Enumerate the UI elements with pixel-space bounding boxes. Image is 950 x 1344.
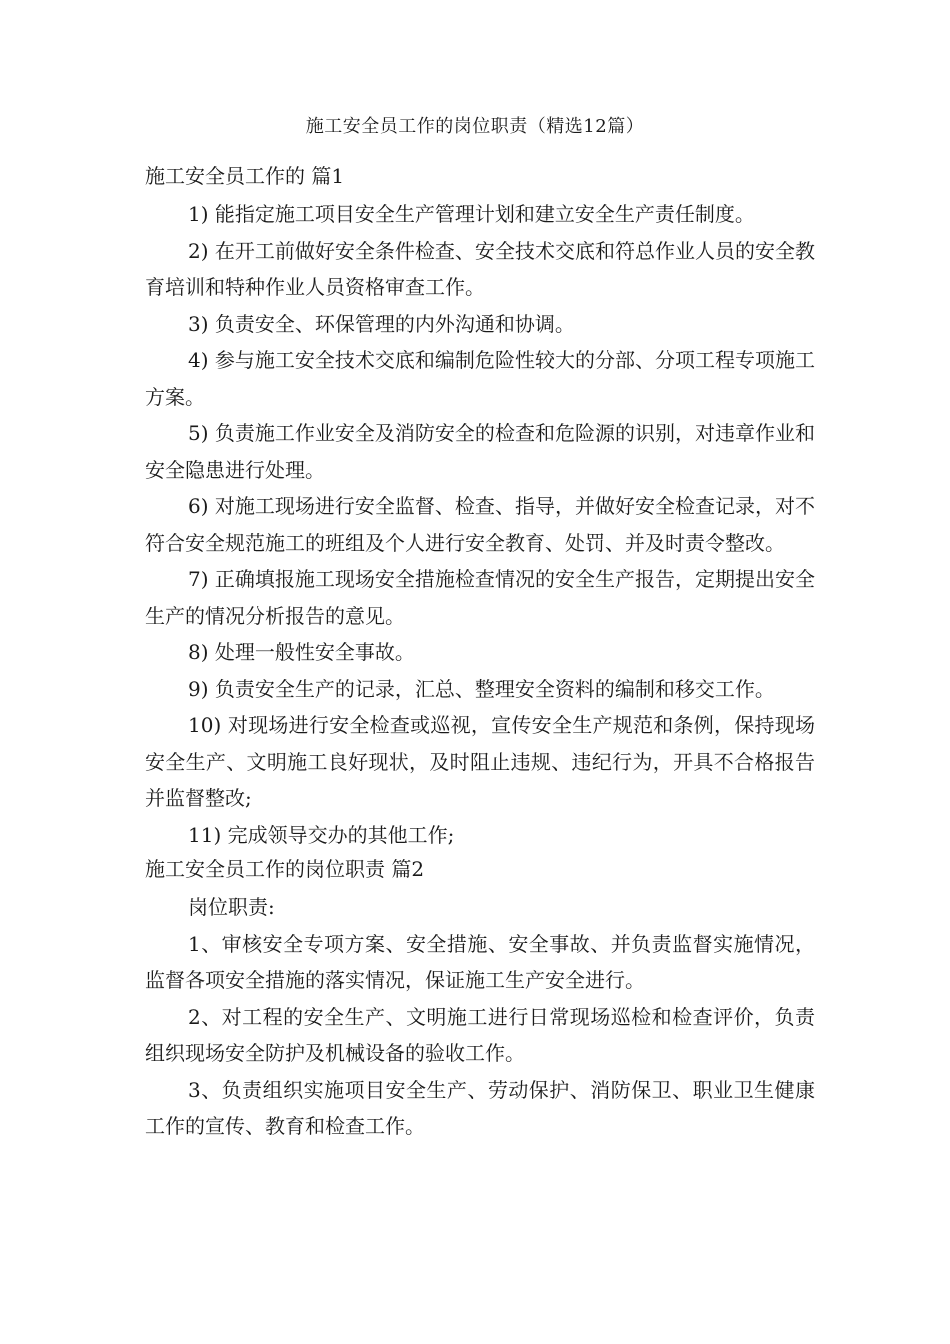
paragraph: 8) 处理一般性安全事故。 (188, 640, 415, 664)
section-heading: 施工安全员工作的 篇1 (145, 164, 345, 188)
paragraph: 6) 对施工现场进行安全监督、检查、指导，并做好安全检查记录，对不符合安全规范施工的班组及个人进行安全教育、处罚、并及时责令整改。 (145, 494, 815, 555)
section-heading: 施工安全员工作的岗位职责 篇2 (145, 857, 425, 881)
paragraph: 1) 能指定施工项目安全生产管理计划和建立安全生产责任制度。 (188, 202, 755, 226)
paragraph: 3) 负责安全、环保管理的内外沟通和协调。 (188, 311, 575, 336)
paragraph: 7) 正确填报施工现场安全措施检查情况的安全生产报告，定期提出安全生产的情况分析报告的意见。 (145, 567, 815, 628)
document-body (145, 160, 815, 1145)
paragraph: 11) 完成领导交办的其他工作; (188, 822, 455, 847)
paragraph: 1、审核安全专项方案、安全措施、安全事故、并负责监督实施情况，监督各项安全措施的落实情况，保证施工生产安全进行。 (145, 931, 815, 992)
paragraph: 2、对工程的安全生产、文明施工进行日常现场巡检和检查评价，负责组织现场安全防护及机械设备的验收工作。 (145, 1004, 815, 1065)
paragraph: 2) 在开工前做好安全条件检查、安全技术交底和符总作业人员的安全教育培训和特种作业人员资格审查工作。 (145, 238, 815, 299)
paragraph: 3、负责组织实施项目安全生产、劳动保护、消防保卫、职业卫生健康工作的宣传、教育和检查工作。 (145, 1077, 815, 1138)
paragraph: 岗位职责: (188, 895, 275, 919)
document-title: 施工安全员工作的岗位职责（精选12篇） (305, 116, 645, 137)
section-1 (145, 160, 815, 853)
section-2 (145, 853, 815, 1145)
paragraph: 4) 参与施工安全技术交底和编制危险性较大的分部、分项工程专项施工方案。 (145, 348, 815, 409)
paragraph: 9) 负责安全生产的记录，汇总、整理安全资料的编制和移交工作。 (188, 676, 775, 701)
paragraph: 10) 对现场进行安全检查或巡视，宣传安全生产规范和条例，保持现场安全生产、文明施工良好现状，及时阻止违规、违纪行为，开具不合格报告并监督整改; (145, 713, 815, 810)
paragraph: 5) 负责施工作业安全及消防安全的检查和危险源的识别，对违章作业和安全隐患进行处理。 (145, 421, 815, 482)
